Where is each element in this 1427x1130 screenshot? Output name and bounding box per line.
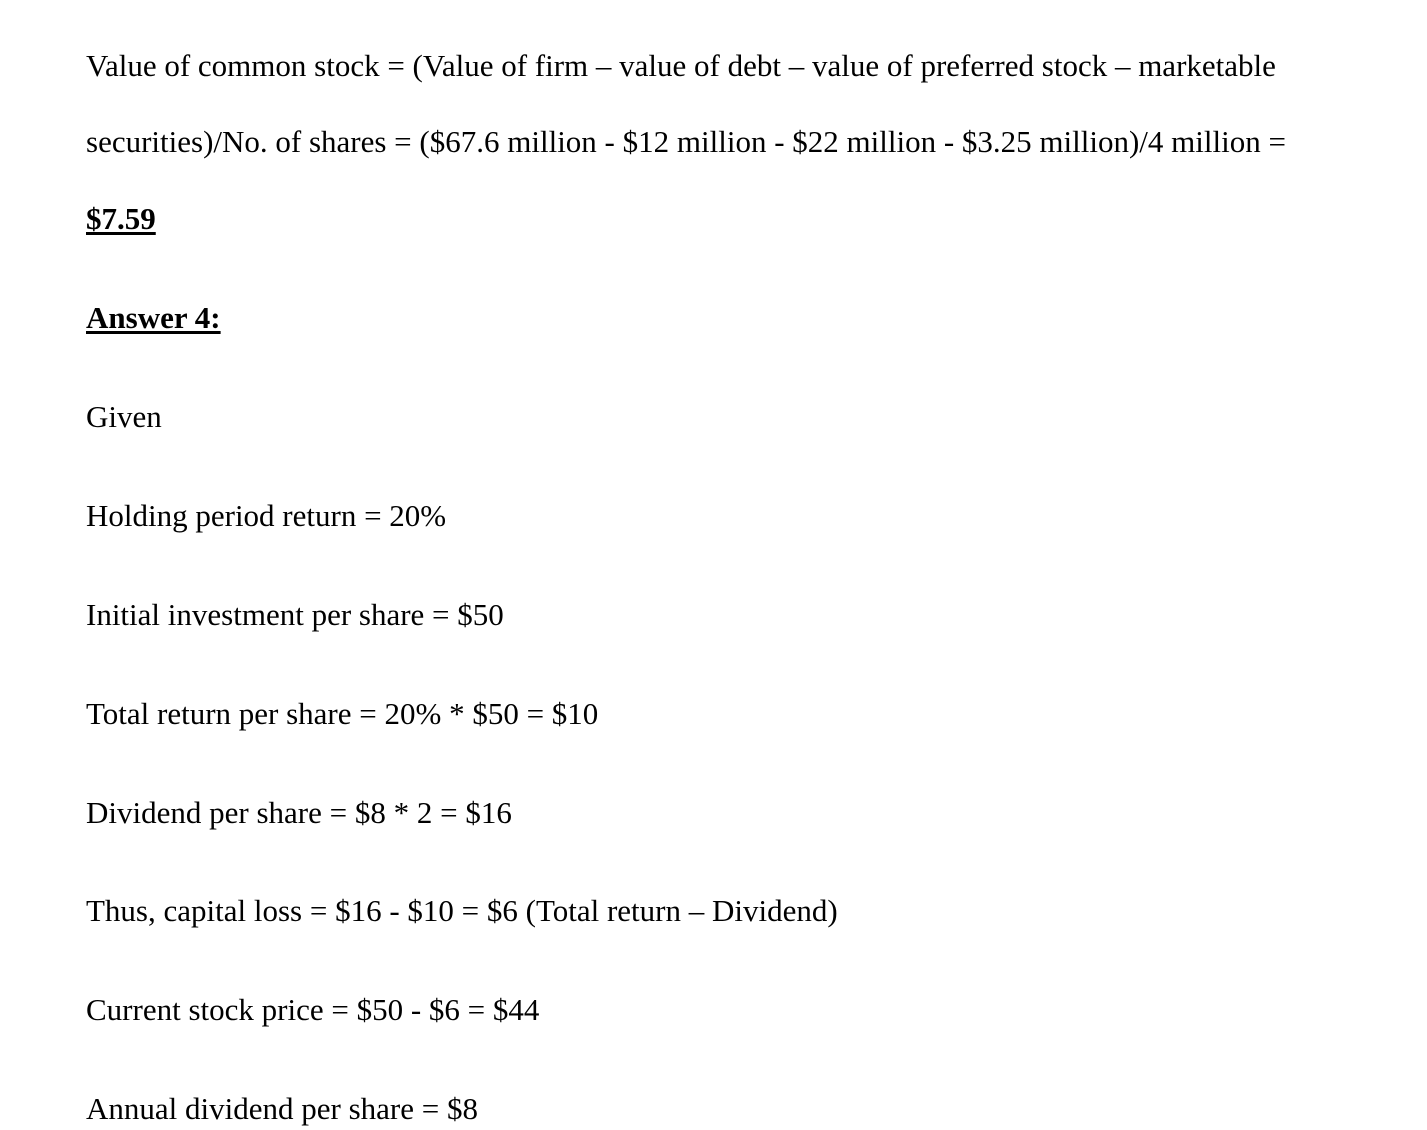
given-label: Given [86,399,162,434]
common-stock-formula-line-2: securities)/No. of shares = ($67.6 million - $12 million - $22 million - $3.25 million)/4 million = [86,124,1286,159]
annual-dividend: Annual dividend per share = $8 [86,1091,478,1126]
total-return: Total return per share = 20% * $50 = $10 [86,696,599,731]
common-stock-result: $7.59 [86,201,156,236]
dividend-per-share: Dividend per share = $8 * 2 = $16 [86,795,512,830]
capital-loss: Thus, capital loss = $16 - $10 = $6 (Total return – Dividend) [86,893,838,928]
initial-investment: Initial investment per share = $50 [86,597,504,632]
current-stock-price: Current stock price = $50 - $6 = $44 [86,992,540,1027]
answer-4-heading: Answer 4: [86,300,221,335]
common-stock-formula-line-1: Value of common stock = (Value of firm – value of debt – value of preferred stock – marketable [86,48,1276,83]
holding-period-return: Holding period return = 20% [86,498,447,533]
